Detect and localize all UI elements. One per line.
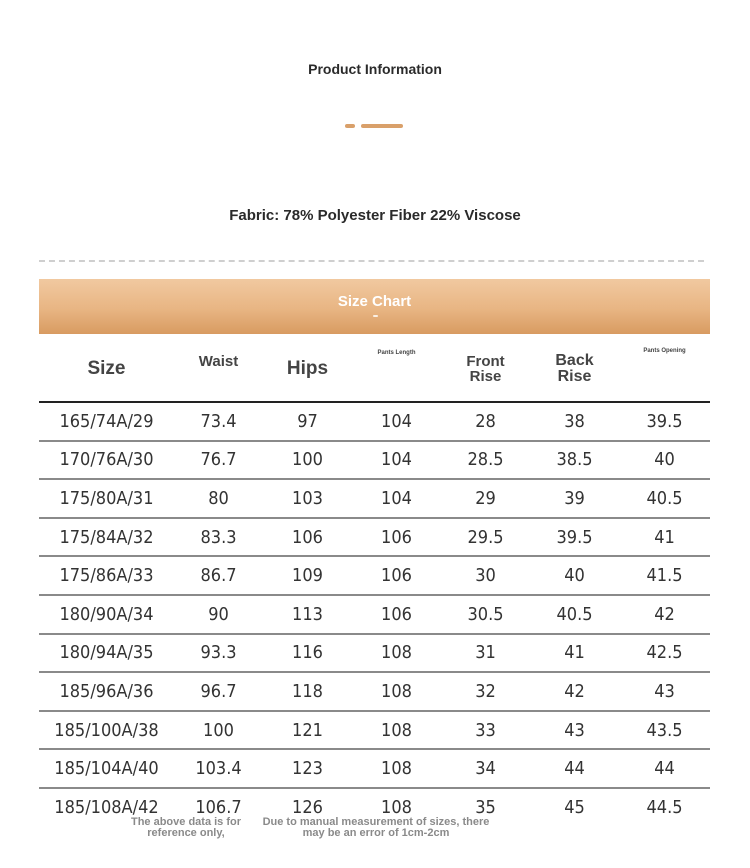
cell-pants-opening: 43.5 [619, 711, 710, 750]
cell-hips: 123 [263, 749, 352, 788]
cell-hips: 113 [263, 595, 352, 634]
cell-waist: 83.3 [174, 518, 263, 557]
title-decoration [0, 124, 750, 130]
column-header-pants-opening: Pants Opening [619, 336, 710, 402]
cell-size: 180/94A/35 [39, 634, 174, 673]
cell-pants-length: 108 [381, 796, 412, 818]
cell-front-rise: 34 [441, 749, 530, 788]
cell-waist: 86.7 [174, 556, 263, 595]
table-row [39, 672, 710, 711]
cell-hips: 103 [263, 479, 352, 518]
cell-front-rise: 33 [441, 711, 530, 750]
cell-size: 165/74A/29 [39, 402, 174, 441]
cell-pants-opening: 41 [619, 518, 710, 557]
product-information-title: Product Information [308, 61, 442, 77]
cell-front-rise: 32 [441, 672, 530, 711]
decoration-dot [345, 124, 355, 128]
cell-back-rise: 39.5 [530, 518, 619, 557]
cell-size: 185/96A/36 [39, 672, 174, 711]
cell-pants-length: 106 [352, 518, 441, 557]
cell-size: 185/104A/40 [39, 749, 174, 788]
table-row [39, 518, 710, 557]
cell-pants-opening: 42 [619, 595, 710, 634]
table-row [39, 556, 710, 595]
cell-pants-length: 108 [352, 672, 441, 711]
footnote-reference: The above data is for reference only, [130, 816, 242, 839]
cell-front-rise: 28 [441, 402, 530, 441]
cell-pants-opening: 42.5 [619, 634, 710, 673]
cell-hips: 118 [263, 672, 352, 711]
column-header-size: Size [39, 336, 174, 402]
cell-front-rise: 28.5 [441, 441, 530, 480]
cell-pants-opening: 40 [619, 441, 710, 480]
size-table [39, 336, 710, 826]
cell-pants-length: 104 [352, 479, 441, 518]
cell-back-rise: 43 [530, 711, 619, 750]
cell-pants-length: 104 [352, 402, 441, 441]
cell-pants-length: 108 [352, 749, 441, 788]
cell-pants-opening: 40.5 [619, 479, 710, 518]
cell-hips: 97 [263, 402, 352, 441]
cell-back-rise: 38.5 [530, 441, 619, 480]
cell-waist: 103.4 [174, 749, 263, 788]
cell-front-rise: 29.5 [441, 518, 530, 557]
cell-waist: 93.3 [174, 634, 263, 673]
table-header-row [39, 336, 710, 402]
cell-waist: 80 [174, 479, 263, 518]
table-row [39, 441, 710, 480]
cell-hips: 121 [263, 711, 352, 750]
cell-waist: 76.7 [174, 441, 263, 480]
cell-waist: 106.7 [195, 796, 242, 818]
cell-back-rise: 40 [530, 556, 619, 595]
cell-pants-length: 106 [352, 595, 441, 634]
column-header-hips: Hips [263, 336, 352, 402]
decoration-bar [361, 124, 403, 128]
size-chart-title: Size Chart [337, 293, 412, 310]
cell-size: 180/90A/34 [39, 595, 174, 634]
cell-pants-opening: 44 [619, 749, 710, 788]
cell-size: 185/108A/42 [54, 796, 159, 818]
cell-back-rise: 44 [530, 749, 619, 788]
size-chart-banner [39, 279, 710, 334]
cell-pants-opening: 43 [619, 672, 710, 711]
banner-decoration [373, 315, 378, 317]
cell-front-rise: 35 [475, 796, 496, 818]
cell-size: 175/84A/32 [39, 518, 174, 557]
cell-waist: 73.4 [174, 402, 263, 441]
cell-waist: 100 [174, 711, 263, 750]
cell-hips: 109 [263, 556, 352, 595]
cell-size: 185/100A/38 [39, 711, 174, 750]
cell-front-rise: 30 [441, 556, 530, 595]
cell-pants-opening: 44.5 [646, 796, 683, 818]
cell-waist: 90 [174, 595, 263, 634]
cell-front-rise: 30.5 [441, 595, 530, 634]
cell-back-rise: 41 [530, 634, 619, 673]
table-row [39, 595, 710, 634]
table-row [39, 749, 710, 788]
cell-hips: 126 [292, 796, 323, 818]
cell-hips: 116 [263, 634, 352, 673]
cell-front-rise: 29 [441, 479, 530, 518]
table-row [39, 479, 710, 518]
cell-pants-opening: 39.5 [619, 402, 710, 441]
cell-waist: 96.7 [174, 672, 263, 711]
cell-pants-length: 108 [352, 634, 441, 673]
cell-back-rise: 45 [564, 796, 585, 818]
column-header-waist: Waist [174, 336, 263, 402]
column-header-pants-length: Pants Length [352, 336, 441, 402]
table-row [39, 634, 710, 673]
cell-pants-length: 104 [352, 441, 441, 480]
fabric-composition: Fabric: 78% Polyester Fiber 22% Viscose [229, 207, 521, 224]
cell-hips: 100 [263, 441, 352, 480]
column-header-back-rise: Back Rise [530, 336, 619, 402]
cell-hips: 106 [263, 518, 352, 557]
table-row [39, 711, 710, 750]
footnote-measurement-error: Due to manual measurement of sizes, there may be an error of 1cm-2cm [262, 816, 490, 839]
column-header-front-rise: Front Rise [441, 336, 530, 402]
cell-back-rise: 39 [530, 479, 619, 518]
cell-pants-length: 106 [352, 556, 441, 595]
table-row [39, 402, 710, 441]
cell-size: 175/86A/33 [39, 556, 174, 595]
cell-size: 170/76A/30 [39, 441, 174, 480]
cell-back-rise: 42 [530, 672, 619, 711]
dashed-divider [39, 260, 704, 262]
cell-pants-opening: 41.5 [619, 556, 710, 595]
cell-size: 175/80A/31 [39, 479, 174, 518]
cell-back-rise: 38 [530, 402, 619, 441]
cell-back-rise: 40.5 [530, 595, 619, 634]
cell-front-rise: 31 [441, 634, 530, 673]
cell-pants-length: 108 [352, 711, 441, 750]
